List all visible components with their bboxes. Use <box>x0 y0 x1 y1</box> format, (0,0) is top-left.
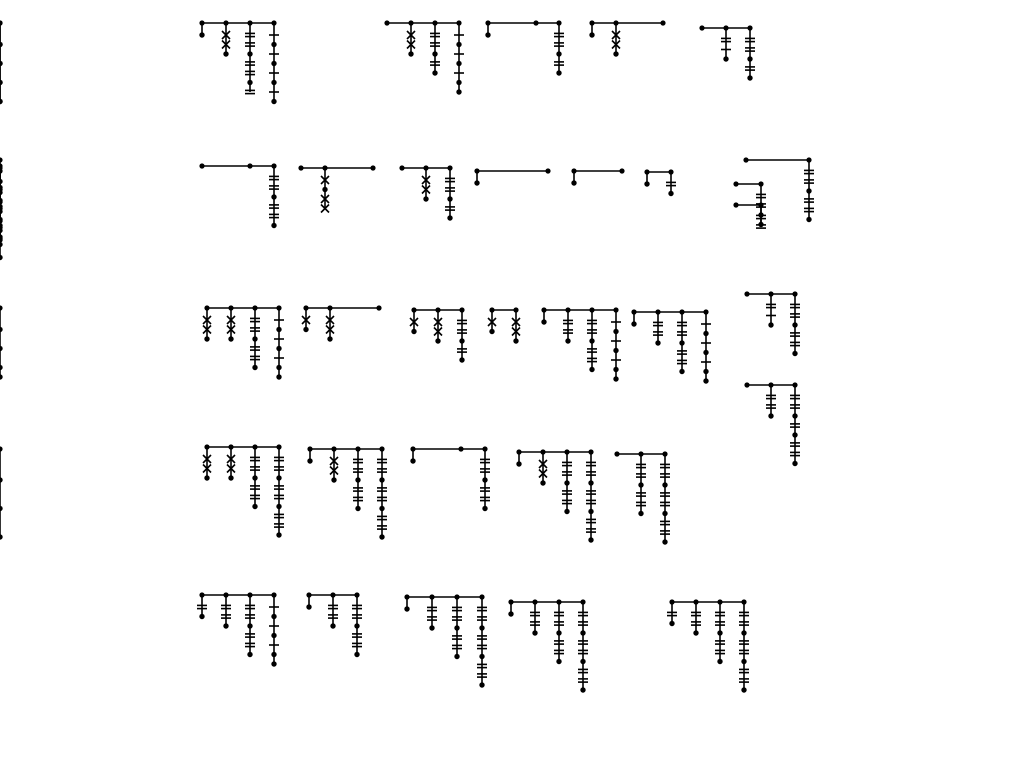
comb-glyph <box>744 382 800 466</box>
dot-mark <box>276 327 281 332</box>
dot-mark <box>556 659 561 664</box>
comb-glyph <box>399 165 455 220</box>
dot-mark <box>379 477 384 482</box>
dot-mark <box>474 180 479 185</box>
dot-mark <box>435 338 440 343</box>
dot-mark <box>247 652 252 657</box>
dot-mark <box>485 32 490 37</box>
dot-mark <box>0 61 3 66</box>
dot-mark <box>306 604 311 609</box>
comb-glyph <box>0 20 564 104</box>
dot-mark <box>556 70 561 75</box>
bar-start-dot <box>614 451 619 456</box>
dot-mark <box>307 458 312 463</box>
stem-top-dot <box>247 163 252 168</box>
dot-mark <box>247 80 252 85</box>
dot-mark <box>513 338 518 343</box>
dot-mark <box>792 432 797 437</box>
dot-mark <box>276 475 281 480</box>
dot-mark <box>276 346 281 351</box>
dot-mark <box>271 99 276 104</box>
dot-mark <box>532 630 537 635</box>
dot-mark <box>0 534 3 539</box>
bar-start-dot <box>699 25 704 30</box>
dot-mark <box>223 51 228 56</box>
dot-mark <box>613 348 618 353</box>
dot-mark <box>638 511 643 516</box>
comb-glyph <box>203 305 284 379</box>
dot-mark <box>252 475 257 480</box>
comb-glyph <box>0 168 625 223</box>
dot-mark <box>580 687 585 692</box>
dot-mark <box>271 661 276 666</box>
dot-mark <box>669 621 674 626</box>
dot-mark <box>479 654 484 659</box>
bar-start-dot <box>744 291 749 296</box>
dot-mark <box>223 623 228 628</box>
dot-mark <box>482 477 487 482</box>
stem-top-dot <box>376 305 381 310</box>
dot-mark <box>276 374 281 379</box>
dot-mark <box>541 319 546 324</box>
comb-glyph <box>744 291 800 356</box>
dot-mark <box>589 367 594 372</box>
dot-mark <box>613 329 618 334</box>
dot-mark <box>747 75 752 80</box>
dot-mark <box>456 89 461 94</box>
comb-glyph <box>516 449 596 542</box>
dot-mark <box>556 51 561 56</box>
dot-mark <box>564 480 569 485</box>
dot-mark <box>589 338 594 343</box>
comb-glyph <box>384 20 464 94</box>
dot-mark <box>0 346 3 351</box>
dot-mark <box>479 625 484 630</box>
comb-glyph <box>644 169 676 196</box>
dot-mark <box>271 61 276 66</box>
bar-start-dot <box>733 202 738 207</box>
dot-mark <box>0 374 3 379</box>
dot-mark <box>0 80 3 85</box>
dot-mark <box>613 367 618 372</box>
dot-mark <box>723 56 728 61</box>
bar-start-dot <box>743 157 748 162</box>
dot-mark <box>204 336 209 341</box>
dot-mark <box>768 413 773 418</box>
dot-mark <box>564 509 569 514</box>
dot-mark <box>354 623 359 628</box>
dot-mark <box>447 196 452 201</box>
dot-mark <box>703 350 708 355</box>
dot-mark <box>271 223 276 228</box>
dot-mark <box>662 482 667 487</box>
dot-mark <box>432 51 437 56</box>
dot-mark <box>271 633 276 638</box>
dot-mark <box>447 215 452 220</box>
dot-mark <box>668 191 673 196</box>
dot-mark <box>429 625 434 630</box>
comb-glyph <box>733 202 766 228</box>
dot-mark <box>228 336 233 341</box>
comb-glyph <box>488 307 520 343</box>
dot-mark <box>741 659 746 664</box>
stem-top-dot <box>370 165 375 170</box>
dot-mark <box>588 480 593 485</box>
dot-mark <box>276 532 281 537</box>
dot-mark <box>792 413 797 418</box>
dot-mark <box>0 327 3 332</box>
comb-glyph <box>306 592 362 657</box>
dot-mark <box>404 606 409 611</box>
dot-mark <box>613 51 618 56</box>
dot-mark <box>792 322 797 327</box>
dot-mark <box>379 534 384 539</box>
dot-mark <box>0 255 3 260</box>
dot-mark <box>456 42 461 47</box>
dot-mark <box>703 369 708 374</box>
comb-glyph <box>0 163 279 247</box>
dot-mark <box>741 630 746 635</box>
dot-mark <box>459 338 464 343</box>
dot-mark <box>456 61 461 66</box>
dot-mark <box>662 511 667 516</box>
stem-top-dot <box>458 446 463 451</box>
dot-mark <box>703 378 708 383</box>
dot-mark <box>508 611 513 616</box>
bar-start-dot <box>384 20 389 25</box>
stem-top-dot <box>545 168 550 173</box>
dot-mark <box>454 654 459 659</box>
bar-start-dot <box>399 165 404 170</box>
dot-mark <box>228 475 233 480</box>
dot-mark <box>271 80 276 85</box>
dot-mark <box>479 682 484 687</box>
comb-glyph <box>541 307 621 381</box>
dot-mark <box>717 630 722 635</box>
comb-glyph <box>0 165 376 239</box>
comb-glyph <box>667 599 749 692</box>
dot-mark <box>327 336 332 341</box>
dot-mark <box>631 321 636 326</box>
comb-glyph <box>0 20 666 104</box>
dot-mark <box>638 482 643 487</box>
bar-start-dot <box>199 163 204 168</box>
dot-mark <box>0 506 3 511</box>
dot-mark <box>806 217 811 222</box>
dot-mark <box>271 652 276 657</box>
dot-mark <box>459 357 464 362</box>
comb-glyph <box>508 599 588 692</box>
dot-mark <box>768 322 773 327</box>
comb-glyph <box>0 446 490 539</box>
dot-mark <box>271 194 276 199</box>
dot-mark <box>410 458 415 463</box>
dot-mark <box>252 504 257 509</box>
stem-top-dot <box>533 20 538 25</box>
dot-mark <box>247 623 252 628</box>
dot-mark <box>204 475 209 480</box>
dot-mark <box>792 461 797 466</box>
dot-mark <box>199 614 204 619</box>
dot-mark <box>454 625 459 630</box>
comb-glyph <box>631 309 711 383</box>
dot-mark <box>540 480 545 485</box>
dot-mark <box>408 51 413 56</box>
comb-glyph <box>203 444 284 537</box>
dot-mark <box>806 188 811 193</box>
dot-mark <box>580 659 585 664</box>
dot-mark <box>588 509 593 514</box>
dot-mark <box>379 506 384 511</box>
dot-mark <box>432 70 437 75</box>
dot-mark <box>679 340 684 345</box>
dot-mark <box>252 336 257 341</box>
dot-mark <box>271 42 276 47</box>
dot-mark <box>693 630 698 635</box>
dot-mark <box>482 506 487 511</box>
dot-mark <box>0 42 3 47</box>
dot-mark <box>276 504 281 509</box>
dot-mark <box>247 51 252 56</box>
stem-top-dot <box>619 168 624 173</box>
dot-mark <box>589 32 594 37</box>
dot-mark <box>747 56 752 61</box>
dot-mark <box>423 196 428 201</box>
comb-glyph <box>197 592 279 666</box>
dot-mark <box>644 181 649 186</box>
dot-mark <box>516 461 521 466</box>
dot-mark <box>565 338 570 343</box>
comb-glyph <box>410 307 467 362</box>
comb-glyph <box>199 20 279 104</box>
dot-mark <box>556 630 561 635</box>
dot-mark <box>717 659 722 664</box>
comb-glyph <box>307 446 387 539</box>
comb-glyph <box>699 25 755 80</box>
comb-glyph <box>404 594 487 687</box>
dot-mark <box>662 539 667 544</box>
dot-mark <box>613 376 618 381</box>
dot-mark <box>0 365 3 370</box>
comb-glyph <box>614 451 670 544</box>
bar-start-dot <box>744 382 749 387</box>
dot-mark <box>252 365 257 370</box>
dot-mark <box>354 652 359 657</box>
dot-mark <box>588 537 593 542</box>
dot-mark <box>0 477 3 482</box>
dot-mark <box>271 614 276 619</box>
dot-mark <box>276 365 281 370</box>
dot-mark <box>571 180 576 185</box>
dot-mark <box>703 331 708 336</box>
dot-mark <box>655 340 660 345</box>
dot-mark <box>330 623 335 628</box>
bar-start-dot <box>733 181 738 186</box>
dot-mark <box>580 630 585 635</box>
dot-mark <box>0 99 3 104</box>
dot-mark <box>456 80 461 85</box>
dot-mark <box>355 477 360 482</box>
dot-mark <box>411 329 416 334</box>
bar-start-dot <box>298 165 303 170</box>
dot-mark <box>322 187 327 192</box>
dot-mark <box>679 369 684 374</box>
comb-glyph <box>0 305 382 379</box>
dot-mark <box>199 32 204 37</box>
dot-mark <box>741 687 746 692</box>
stem-top-dot <box>660 20 665 25</box>
dot-mark <box>792 351 797 356</box>
dot-mark <box>355 506 360 511</box>
dot-mark <box>0 179 3 184</box>
dot-mark <box>303 327 308 332</box>
comb-glyph <box>0 157 814 260</box>
dot-mark <box>331 477 336 482</box>
dot-mark <box>489 329 494 334</box>
